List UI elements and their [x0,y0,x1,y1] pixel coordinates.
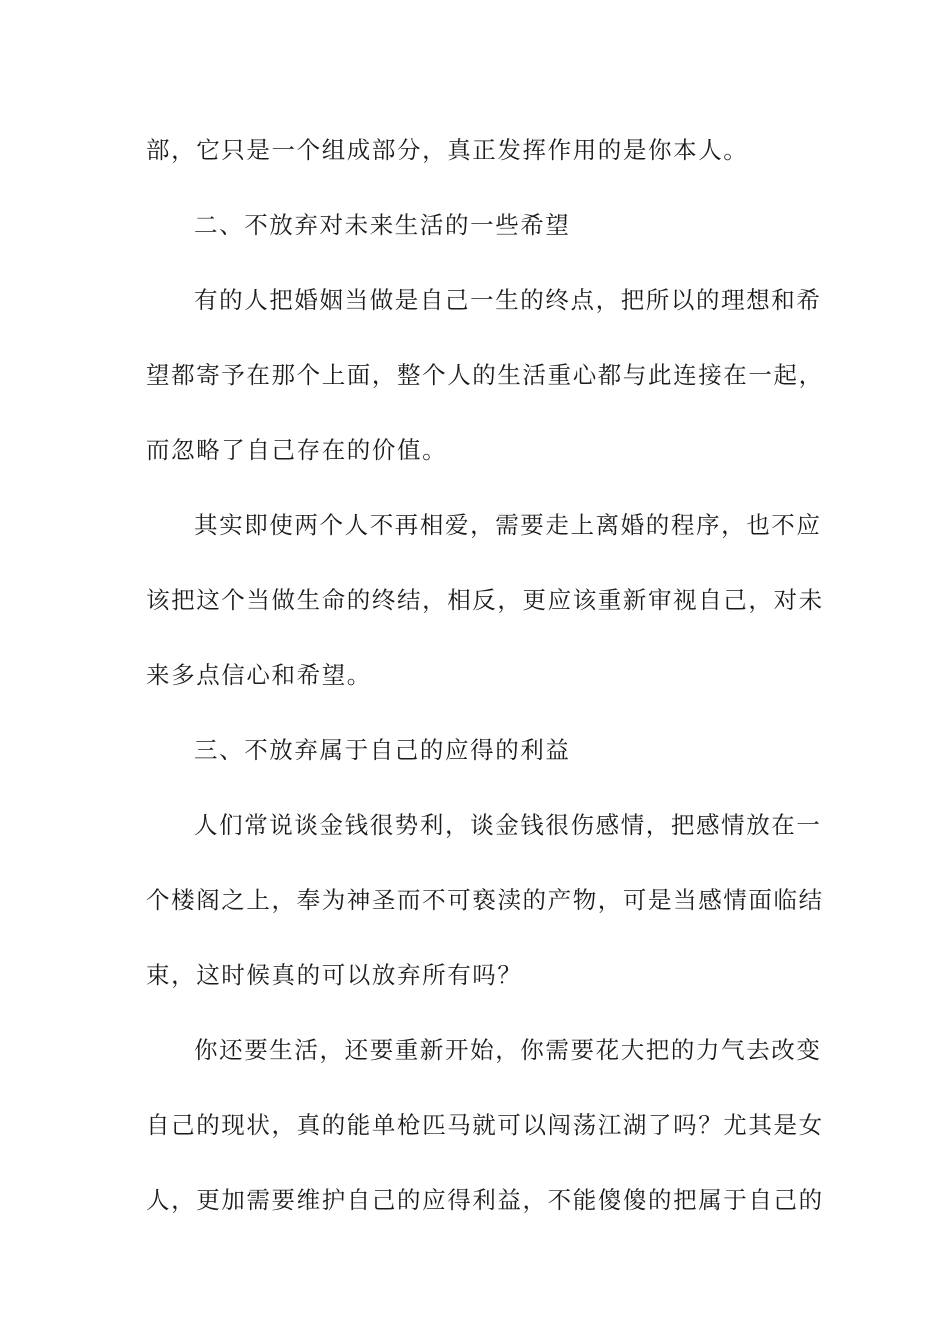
paragraph-line: 部，它只是一个组成部分，真正发挥作用的是你本人。 [146,136,749,164]
paragraph-line: 人们常说谈金钱很势利，谈金钱很伤感情，把感情放在一 [194,811,822,839]
section-heading: 二、不放弃对未来生活的一些希望 [194,211,571,239]
paragraph-line: 该把这个当做生命的终结，相反，更应该重新审视自己，对未 [146,586,824,614]
paragraph-line: 而忽略了自己存在的价值。 [146,436,448,464]
paragraph-line: 望都寄予在那个上面，整个人的生活重心都与此连接在一起， [146,361,824,389]
paragraph-line: 个楼阁之上，奉为神圣而不可亵渎的产物，可是当感情面临结 [146,886,824,914]
section-heading: 三、不放弃属于自己的应得的利益 [194,736,571,764]
paragraph-line: 其实即使两个人不再相爱，需要走上离婚的程序，也不应 [194,511,822,539]
paragraph-line: 束，这时候真的可以放弃所有吗？ [146,961,523,989]
paragraph-line: 你还要生活，还要重新开始，你需要花大把的力气去改变 [194,1036,822,1064]
paragraph-line: 自己的现状，真的能单枪匹马就可以闯荡江湖了吗？尤其是女 [146,1111,824,1139]
paragraph-line: 人，更加需要维护自己的应得利益，不能傻傻的把属于自己的 [146,1186,824,1214]
paragraph-line: 来多点信心和希望。 [146,661,372,689]
paragraph-line: 有的人把婚姻当做是自己一生的终点，把所以的理想和希 [194,286,822,314]
